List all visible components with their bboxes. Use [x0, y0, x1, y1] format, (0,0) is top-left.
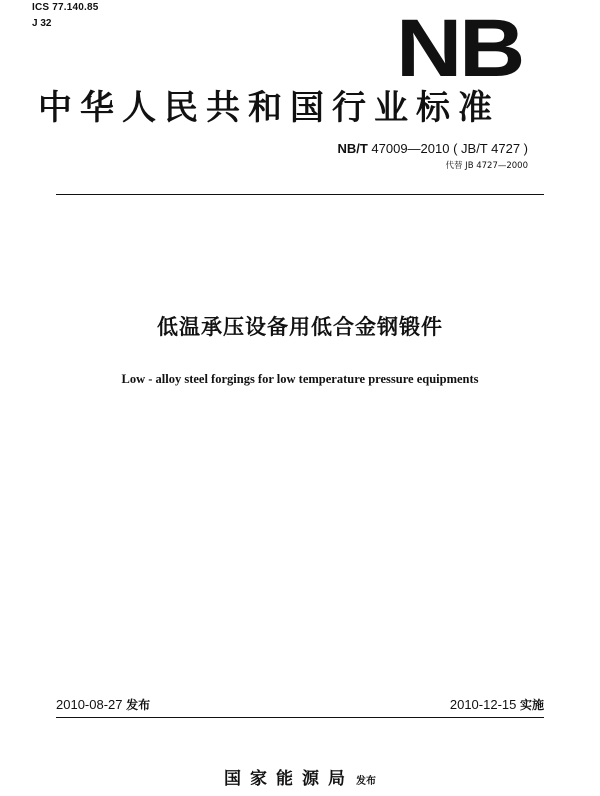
top-divider: [56, 194, 544, 195]
replaces-note: 代替 JB 4727—2000: [445, 161, 528, 171]
chinese-title: 低温承压设备用低合金钢锻件: [157, 315, 443, 339]
classification-code: J 32: [32, 18, 52, 29]
bottom-divider: [56, 717, 544, 718]
publisher-name: 国家能源局: [224, 769, 354, 789]
publisher: [0, 764, 600, 789]
issued-date-value: 2010-08-27: [56, 697, 123, 712]
standard-number: [337, 141, 528, 157]
standard-code: 47009—2010 ( JB/T 4727 ): [371, 141, 528, 156]
ics-code: ICS 77.140.85: [32, 2, 99, 13]
organization-title: 中华人民共和国行业标准: [38, 88, 500, 128]
nb-logo: NB: [396, 3, 522, 94]
effective-date-value: 2010-12-15: [449, 697, 517, 712]
issued-label: 发布: [126, 698, 151, 712]
standard-prefix: NB/T: [337, 141, 368, 156]
effective-label: 实施: [519, 698, 544, 712]
effective-date: [450, 697, 544, 713]
issued-date: [56, 697, 150, 713]
publisher-suffix: 发布: [356, 776, 376, 787]
english-title: Low - alloy steel forgings for low temperature pressure equipments: [121, 372, 479, 386]
